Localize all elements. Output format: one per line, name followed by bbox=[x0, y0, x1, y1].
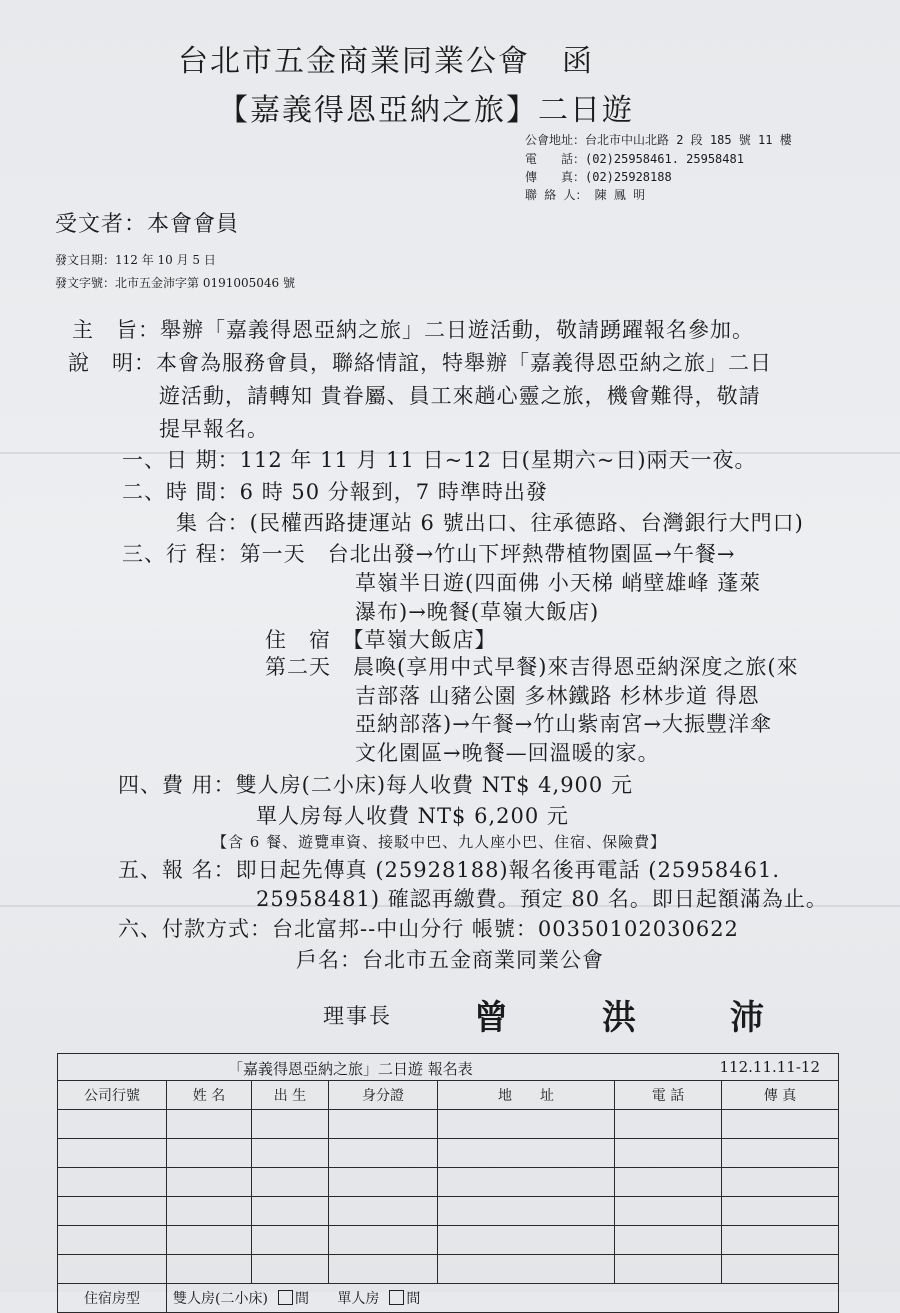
form-cell[interactable] bbox=[329, 1168, 438, 1197]
item-registration: 五、報 名：即日起先傳真 (25928188)報名後再電話 (25958461. bbox=[118, 858, 781, 882]
form-cell[interactable] bbox=[167, 1197, 252, 1226]
form-cell[interactable] bbox=[167, 1139, 252, 1168]
fee-line: 單人房每人收費 NT$ 6,200 元 bbox=[256, 804, 569, 828]
form-cell[interactable] bbox=[252, 1139, 329, 1168]
form-title: 「嘉義得恩亞納之旅」二日遊 報名表 bbox=[228, 1060, 473, 1078]
form-cell[interactable] bbox=[722, 1110, 839, 1139]
column-header: 出 生 bbox=[252, 1081, 329, 1110]
itinerary-line: 草嶺半日遊(四面佛 小天梯 峭壁雄峰 蓬萊 bbox=[355, 571, 762, 595]
item-date: 一、日 期：112 年 11 月 11 日~12 日(星期六~日)兩天一夜。 bbox=[122, 448, 757, 472]
form-cell[interactable] bbox=[722, 1168, 839, 1197]
form-cell[interactable] bbox=[615, 1226, 722, 1255]
registration-line: 25958481) 確認再繳費。預定 80 名。即日起額滿為止。 bbox=[256, 887, 828, 911]
explanation-line: 遊活動，請轉知 貴眷屬、員工來趟心靈之旅，機會難得，敬請 bbox=[159, 384, 761, 408]
form-cell[interactable] bbox=[58, 1197, 167, 1226]
form-cell[interactable] bbox=[438, 1168, 615, 1197]
form-row bbox=[58, 1110, 839, 1139]
letter-title: 台北市五金商業同業公會 函 bbox=[178, 44, 594, 79]
item-itinerary: 三、行 程：第一天 台北出發→竹山下坪熱帶植物園區→午餐→ bbox=[122, 542, 736, 566]
form-cell[interactable] bbox=[252, 1197, 329, 1226]
room-single-count-box[interactable] bbox=[389, 1290, 404, 1305]
form-cell[interactable] bbox=[252, 1226, 329, 1255]
column-header: 身分證 bbox=[329, 1081, 438, 1110]
room-type-options bbox=[167, 1284, 839, 1313]
registration-form bbox=[57, 1053, 839, 1313]
item-time: 二、時 間：6 時 50 分報到，7 時準時出發 bbox=[122, 480, 548, 504]
form-cell[interactable] bbox=[58, 1139, 167, 1168]
form-cell[interactable] bbox=[167, 1168, 252, 1197]
form-cell[interactable] bbox=[58, 1110, 167, 1139]
form-cell[interactable] bbox=[58, 1226, 167, 1255]
form-cell[interactable] bbox=[329, 1226, 438, 1255]
form-cell[interactable] bbox=[722, 1226, 839, 1255]
room-unit: 間 bbox=[294, 1291, 309, 1307]
form-cell[interactable] bbox=[438, 1226, 615, 1255]
form-cell[interactable] bbox=[167, 1110, 252, 1139]
form-row bbox=[58, 1255, 839, 1284]
signature-label: 理事長 bbox=[323, 1004, 392, 1028]
form-cell[interactable] bbox=[252, 1255, 329, 1284]
room-unit: 間 bbox=[406, 1291, 421, 1307]
form-cell[interactable] bbox=[615, 1110, 722, 1139]
column-header: 電 話 bbox=[615, 1081, 722, 1110]
association-fax: 傳 真：(02)25928188 bbox=[525, 170, 672, 184]
itinerary-line: 文化園區→晚餐—回溫暖的家。 bbox=[355, 741, 660, 765]
item-fee: 四、費 用：雙人房(二小床)每人收費 NT$ 4,900 元 bbox=[118, 773, 633, 797]
form-cell[interactable] bbox=[722, 1197, 839, 1226]
form-cell[interactable] bbox=[58, 1255, 167, 1284]
form-cell[interactable] bbox=[438, 1139, 615, 1168]
form-cell[interactable] bbox=[615, 1197, 722, 1226]
column-header: 傳 真 bbox=[722, 1081, 839, 1110]
form-row bbox=[58, 1226, 839, 1255]
signature-name: 曾 洪 沛 bbox=[474, 998, 794, 1038]
form-cell[interactable] bbox=[615, 1139, 722, 1168]
subject-line: 主 旨：舉辦「嘉義得恩亞納之旅」二日遊活動，敬請踴躍報名參加。 bbox=[72, 318, 754, 342]
itinerary-line: 瀑布)→晚餐(草嶺大飯店) bbox=[355, 600, 600, 624]
room-single-label: 單人房 bbox=[337, 1291, 380, 1307]
form-row bbox=[58, 1197, 839, 1226]
form-cell[interactable] bbox=[329, 1139, 438, 1168]
association-address: 公會地址：台北市中山北路 2 段 185 號 11 樓 bbox=[525, 133, 792, 147]
item-meeting-point: 集 合：(民權西路捷運站 6 號出口、往承德路、台灣銀行大門口) bbox=[176, 511, 804, 535]
form-cell[interactable] bbox=[329, 1255, 438, 1284]
form-row bbox=[58, 1168, 839, 1197]
form-cell[interactable] bbox=[252, 1110, 329, 1139]
form-cell[interactable] bbox=[167, 1255, 252, 1284]
itinerary-line: 亞納部落)→午餐→竹山紫南宮→大振豐洋傘 bbox=[355, 712, 772, 736]
issue-number: 發文字號：北市五金沛字第 0191005046 號 bbox=[55, 276, 295, 290]
recipient: 受文者：本會會員 bbox=[55, 212, 240, 237]
form-cell[interactable] bbox=[329, 1197, 438, 1226]
room-double-count-box[interactable] bbox=[278, 1290, 293, 1305]
column-header: 地 址 bbox=[438, 1081, 615, 1110]
form-cell[interactable] bbox=[58, 1168, 167, 1197]
column-header: 姓 名 bbox=[167, 1081, 252, 1110]
form-title-cell bbox=[58, 1054, 839, 1081]
form-row bbox=[58, 1139, 839, 1168]
form-cell[interactable] bbox=[438, 1197, 615, 1226]
itinerary-day2: 第二天 晨喚(享用中式早餐)來吉得恩亞納深度之旅(來 bbox=[265, 655, 799, 679]
room-type-label: 住宿房型 bbox=[58, 1284, 167, 1313]
association-phone: 電 話：(02)25958461. 25958481 bbox=[525, 152, 744, 166]
form-cell[interactable] bbox=[329, 1110, 438, 1139]
form-cell[interactable] bbox=[722, 1139, 839, 1168]
form-cell[interactable] bbox=[252, 1168, 329, 1197]
explanation-line: 提早報名。 bbox=[159, 417, 269, 441]
association-contact: 聯 絡 人： 陳 鳳 明 bbox=[525, 188, 646, 202]
itinerary-lodging: 住 宿 【草嶺大飯店】 bbox=[265, 628, 497, 652]
letter-subtitle: 【嘉義得恩亞納之旅】二日遊 bbox=[218, 93, 634, 128]
column-header: 公司行號 bbox=[58, 1081, 167, 1110]
form-cell[interactable] bbox=[167, 1226, 252, 1255]
itinerary-line: 吉部落 山豬公園 多林鐵路 杉林步道 得恩 bbox=[355, 684, 760, 708]
form-cell[interactable] bbox=[438, 1255, 615, 1284]
account-name: 戶名：台北市五金商業同業公會 bbox=[296, 948, 604, 972]
form-cell[interactable] bbox=[615, 1168, 722, 1197]
fee-includes: 【含 6 餐、遊覽車資、接駁中巴、九人座小巴、住宿、保險費】 bbox=[212, 833, 667, 851]
issue-date: 發文日期：112 年 10 月 5 日 bbox=[55, 253, 216, 267]
form-date: 112.11.11-12 bbox=[719, 1058, 820, 1076]
form-cell[interactable] bbox=[722, 1255, 839, 1284]
item-payment: 六、付款方式：台北富邦--中山分行 帳號：00350102030622 bbox=[118, 917, 739, 941]
form-cell[interactable] bbox=[615, 1255, 722, 1284]
explanation-line: 說 明：本會為服務會員，聯絡情誼，特舉辦「嘉義得恩亞納之旅」二日 bbox=[68, 351, 772, 375]
room-double-label: 雙人房(二小床) bbox=[173, 1291, 268, 1307]
form-cell[interactable] bbox=[438, 1110, 615, 1139]
